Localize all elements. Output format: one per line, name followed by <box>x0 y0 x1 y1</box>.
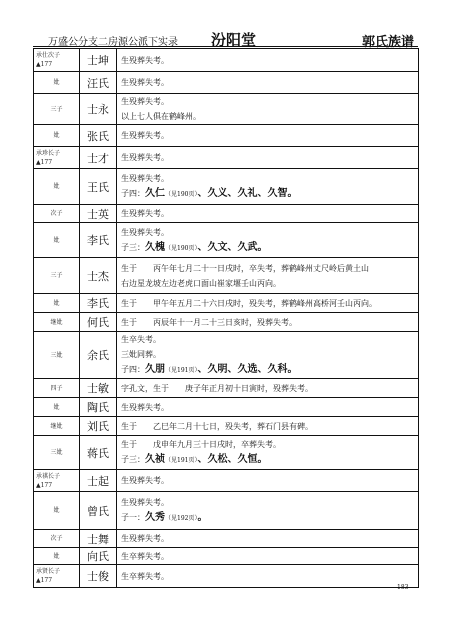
lineage-row <box>34 436 419 470</box>
description-line: 生于 丙午年七月二十一日戌时，卒失考，葬鹤峰州丈尺岭后黄土山 <box>121 263 369 273</box>
relation-cell <box>34 169 80 205</box>
lineage-table <box>33 48 419 588</box>
description-cell <box>117 125 419 147</box>
relation-label: 继妣 <box>50 422 63 430</box>
person-name: 士舞 <box>80 530 117 548</box>
relation-cell <box>34 294 80 313</box>
lineage-row <box>34 398 419 417</box>
page-reference: ▲177 <box>36 158 53 166</box>
description-cell <box>117 436 419 470</box>
relation-cell <box>34 49 80 72</box>
person-name: 蒋氏 <box>80 436 117 470</box>
description-line: 生殁葬失考。 <box>121 55 169 65</box>
description-cell <box>117 313 419 332</box>
lineage-row <box>34 294 419 313</box>
relation-label: 四子 <box>50 384 63 392</box>
child-name: 久朋 <box>145 364 165 375</box>
person-name: 陶氏 <box>80 398 117 417</box>
description-line: 生卒葬失考。 <box>121 571 169 581</box>
lineage-row <box>34 548 419 565</box>
relation-cell <box>34 332 80 379</box>
person-name: 士敏 <box>80 379 117 398</box>
description-cell <box>117 492 419 530</box>
page-reference: （见190页） <box>165 244 198 252</box>
description-cell <box>117 548 419 565</box>
lineage-row <box>34 205 419 223</box>
lineage-row <box>34 417 419 436</box>
relation-label: 妣 <box>53 132 60 139</box>
lineage-row <box>34 169 419 205</box>
children-line <box>121 240 418 256</box>
description-cell <box>117 147 419 169</box>
description-line: 生卒葬失考。 <box>121 551 169 561</box>
children-rest: 、久松、久恒。 <box>197 454 268 465</box>
description-line: 生殁葬失考。 <box>121 97 169 106</box>
children-label: 子一： <box>121 513 145 522</box>
relation-label: 妣 <box>53 236 60 244</box>
relation-label: 三妣 <box>50 351 63 359</box>
relation-cell <box>34 565 80 588</box>
relation-cell <box>34 223 80 258</box>
children-rest: 、久明、久选、久科。 <box>197 364 298 375</box>
person-name: 士起 <box>80 470 117 492</box>
children-label: 子四： <box>121 189 145 198</box>
description-line: 生殁葬失考。 <box>121 534 169 543</box>
description-cell <box>117 169 419 205</box>
children-rest: 、久义、久礼、久智。 <box>197 188 298 199</box>
header-rule <box>33 46 418 47</box>
description-cell <box>117 398 419 417</box>
children-label: 子三： <box>121 242 145 252</box>
person-name: 张氏 <box>80 125 117 147</box>
relation-label: 妣 <box>53 403 60 411</box>
lineage-row <box>34 332 419 379</box>
description-line: 生殁葬失考。 <box>121 476 169 485</box>
description-cell <box>117 417 419 436</box>
description-cell <box>117 49 419 72</box>
description-line: 生殁葬失考。 <box>121 227 169 237</box>
person-name: 李氏 <box>80 223 117 258</box>
description-line: 生于 乙巳年二月十七日，殁失考，葬石门县有碑。 <box>121 421 313 431</box>
children-label: 子四： <box>121 365 145 374</box>
relation-label: 妣 <box>53 299 60 307</box>
header-hall-name: 汾阳堂 <box>211 31 257 49</box>
page-reference: ▲177 <box>36 61 53 68</box>
person-name: 向氏 <box>80 548 117 565</box>
relation-cell <box>34 470 80 492</box>
description-line: 生于 甲午年五月二十六日戌时，殁失考，葬鹤峰州高桥河壬山丙向。 <box>121 298 377 308</box>
lineage-row <box>34 565 419 588</box>
lineage-row <box>34 492 419 530</box>
description-line: 生殁葬失考。 <box>121 402 169 412</box>
child-name: 久祯 <box>145 454 165 465</box>
description-cell <box>117 294 419 313</box>
description-cell <box>117 470 419 492</box>
person-name: 何氏 <box>80 313 117 332</box>
person-name: 李氏 <box>80 294 117 313</box>
description-line: 三妣同葬。 <box>121 350 161 359</box>
relation-cell <box>34 436 80 470</box>
person-name: 汪氏 <box>80 72 117 94</box>
lineage-row <box>34 147 419 169</box>
lineage-row <box>34 94 419 125</box>
description-line: 生于 丙辰年十一月二十三日亥时，殁葬失考。 <box>121 317 297 327</box>
person-name: 曾氏 <box>80 492 117 530</box>
children-line <box>121 362 418 378</box>
page-number: 183 <box>397 584 409 591</box>
lineage-row <box>34 125 419 147</box>
header-branch-title: 万盛公分支二房源公派下实录 <box>48 37 178 48</box>
children-rest: 。 <box>197 512 208 523</box>
relation-label: 承珍长子 <box>36 149 61 157</box>
person-name: 王氏 <box>80 169 117 205</box>
person-name: 余氏 <box>80 332 117 379</box>
lineage-row <box>34 223 419 258</box>
child-name: 久秀 <box>145 512 165 523</box>
description-line: 生殁葬失考。 <box>121 209 169 218</box>
description-line: 生殁葬失考。 <box>121 498 169 507</box>
description-line: 以上七人俱在鹤峰州。 <box>121 112 201 121</box>
relation-label: 妣 <box>53 183 60 190</box>
relation-label: 次子 <box>50 210 63 217</box>
page-reference: （见191页） <box>165 457 198 464</box>
description-cell <box>117 530 419 548</box>
children-line <box>121 510 418 526</box>
lineage-row <box>34 72 419 94</box>
person-name: 士英 <box>80 205 117 223</box>
description-line: 字孔文，生于 庚子年正月初十日寅时，殁葬失考。 <box>121 383 313 393</box>
person-name: 士俊 <box>80 565 117 588</box>
description-line: 生卒失考。 <box>121 335 161 344</box>
person-name: 士才 <box>80 147 117 169</box>
children-rest: 、久文、久武。 <box>197 241 268 253</box>
children-line <box>121 186 418 202</box>
relation-label: 三妣 <box>50 449 63 456</box>
relation-label: 承贤长子 <box>36 568 61 575</box>
description-cell <box>117 223 419 258</box>
relation-cell <box>34 147 80 169</box>
relation-cell <box>34 417 80 436</box>
description-line: 生殁葬失考。 <box>121 131 169 140</box>
child-name: 久仁 <box>145 188 165 199</box>
relation-cell <box>34 94 80 125</box>
relation-label: 三子 <box>50 105 63 113</box>
description-cell <box>117 258 419 294</box>
page-reference: ▲177 <box>36 577 53 584</box>
lineage-row <box>34 258 419 294</box>
description-line: 生殁葬失考。 <box>121 153 169 162</box>
relation-label: 妣 <box>53 79 60 86</box>
page-reference: （见192页） <box>165 515 198 522</box>
lineage-row <box>34 49 419 72</box>
relation-cell <box>34 258 80 294</box>
relation-label: 次子 <box>50 535 63 542</box>
description-cell <box>117 565 419 588</box>
children-line <box>121 452 418 468</box>
relation-label: 三子 <box>50 272 63 279</box>
person-name: 士杰 <box>80 258 117 294</box>
description-cell <box>117 94 419 125</box>
relation-cell <box>34 125 80 147</box>
description-line: 生殁葬失考。 <box>121 78 169 87</box>
page-reference: （见190页） <box>165 191 198 198</box>
page-reference: （见191页） <box>165 367 198 374</box>
relation-cell <box>34 72 80 94</box>
person-name: 士坤 <box>80 49 117 72</box>
relation-label: 妣 <box>53 507 60 514</box>
description-cell <box>117 205 419 223</box>
description-line: 生于 戊申年九月三十日戌时，卒葬失考。 <box>121 440 281 449</box>
description-line: 右边星龙坡左边老虎口面山崔家堰壬山丙向。 <box>121 278 281 288</box>
lineage-row <box>34 470 419 492</box>
relation-cell <box>34 379 80 398</box>
relation-cell <box>34 530 80 548</box>
relation-label: 承仕次子 <box>36 52 61 59</box>
lineage-row <box>34 313 419 332</box>
relation-cell <box>34 548 80 565</box>
description-cell <box>117 332 419 379</box>
relation-label: 妣 <box>53 552 60 560</box>
description-cell <box>117 379 419 398</box>
person-name: 刘氏 <box>80 417 117 436</box>
header-book-title: 郭氏族谱 <box>362 35 415 50</box>
relation-label: 承祺长子 <box>36 472 61 480</box>
description-cell <box>117 72 419 94</box>
relation-label: 继妣 <box>50 318 63 326</box>
child-name: 久槐 <box>145 241 165 253</box>
relation-cell <box>34 313 80 332</box>
description-line: 生殁葬失考。 <box>121 174 169 183</box>
children-label: 子三： <box>121 455 145 464</box>
relation-cell <box>34 205 80 223</box>
page-reference: ▲177 <box>36 481 53 489</box>
lineage-row <box>34 379 419 398</box>
relation-cell <box>34 398 80 417</box>
person-name: 士永 <box>80 94 117 125</box>
lineage-row <box>34 530 419 548</box>
relation-cell <box>34 492 80 530</box>
